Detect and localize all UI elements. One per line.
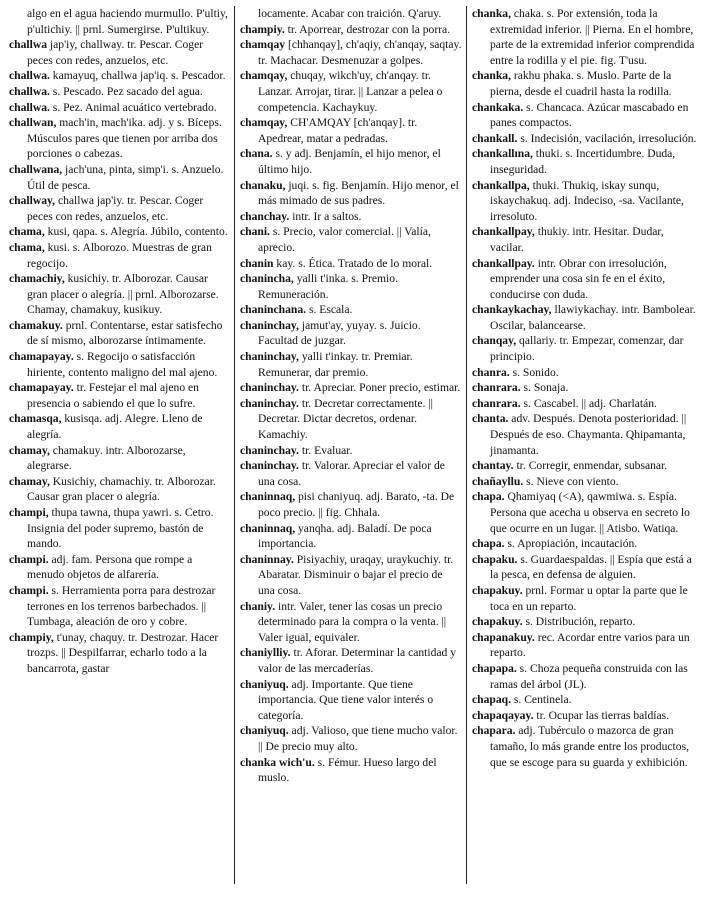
entry-definition: s. Apropiación, incautación. <box>504 537 638 551</box>
dictionary-entry <box>240 521 462 552</box>
entry-definition: jap'iy, challway. tr. Pescar. Coger peces con redes, anzuelos, etc. <box>27 38 204 67</box>
entry-headword: chaninchay. <box>240 396 299 410</box>
entry-headword: chankall. <box>472 131 518 145</box>
dictionary-entry <box>472 380 700 396</box>
entry-headword: chapanakuy. <box>472 630 535 644</box>
entry-definition: s. Nieve con viento. <box>523 474 619 488</box>
entry-headword: challwan, <box>9 116 57 130</box>
entry-headword: champi. <box>9 583 49 597</box>
entry-definition: tr. Aforar. Determinar la cantidad y valor de las mercaderías. <box>258 646 457 675</box>
entry-definition: intr. Valer, tener las cosas un precio determinado para la compra o la venta. || Valer igual, equivaler. <box>258 599 447 644</box>
entry-definition: s. Sonido. <box>509 365 559 379</box>
dictionary-entry <box>240 552 462 599</box>
dictionary-entry <box>472 256 700 303</box>
entry-definition: kusichiy. tr. Alborozar. Causar gran placer o alegría. || prnl. Alborozarse. Chamay, chamakuy, kusikuy. <box>27 272 219 317</box>
dictionary-entry <box>472 661 700 692</box>
entry-definition: rec. Acordar entre varios para un reparto. <box>490 630 690 660</box>
entry-definition: kusi. s. Alborozo. Muestras de gran regocijo. <box>27 240 212 270</box>
entry-headword: chapakuy. <box>472 583 523 597</box>
dictionary-entry <box>240 146 462 177</box>
entry-definition: qallariy. tr. Empezar, comenzar, dar principio. <box>490 334 684 364</box>
entry-headword: challwana, <box>9 162 63 176</box>
entry-definition: thukiy. intr. Hesitar. Dudar, vacilar. <box>490 225 664 254</box>
entry-headword: chankallpay. <box>472 256 535 270</box>
entry-definition: CH'AMQAY [ch'anqay]. tr. Apedrear, matar a pedradas. <box>258 116 418 145</box>
entry-headword: chamay, <box>9 474 50 488</box>
entry-definition: tr. Ocupar las tierras baldías. <box>533 708 670 722</box>
entry-definition: tr. Decretar correctamente. || Decretar. Dictar decretos, ordenar. Kamachiy. <box>258 396 433 442</box>
entry-definition: s. Precio, valor comercial. || Valía, aprecio. <box>258 225 431 254</box>
dictionary-entry <box>240 178 462 209</box>
dictionary-entry <box>472 178 700 225</box>
dictionary-entry <box>472 723 700 770</box>
dictionary-entry <box>240 22 462 38</box>
dictionary-entry <box>240 318 462 349</box>
dictionary-entry <box>9 100 231 116</box>
entry-definition: pisi chaniyuq. adj. Barato, -ta. De poco precio. || fig. Chhala. <box>258 490 455 519</box>
entry-definition: s. y adj. Benjamín, el hijo menor, el último hijo. <box>258 147 441 176</box>
entry-definition: s. Chancaca. Azúcar mascabado en panes compactos. <box>490 100 689 130</box>
entry-definition: adj. fam. Persona que rompe a menudo objetos de alfarería. <box>27 552 193 582</box>
dictionary-entry <box>240 6 462 22</box>
entry-headword: challway, <box>9 194 56 208</box>
entry-headword: chaniylliy. <box>240 646 291 660</box>
dictionary-entry <box>472 365 700 381</box>
entry-definition: adj. Valioso, que tiene mucho valor. || De precio muy alto. <box>258 724 458 753</box>
dictionary-entry <box>472 333 700 364</box>
entry-definition: s. Pez. Animal acuático vertebrado. <box>49 100 217 114</box>
entry-definition: prnl. Formar u optar la parte que le toca en un reparto. <box>490 583 688 613</box>
dictionary-entry <box>9 68 231 84</box>
entry-headword: chapa. <box>472 490 505 504</box>
entry-definition: kay. s. Ética. Tratado de lo moral. <box>273 256 433 270</box>
entry-headword: chama, <box>9 225 45 239</box>
entry-headword: chamapayay. <box>9 350 74 364</box>
entry-definition: s. Distribución, reparto. <box>522 615 636 629</box>
entry-headword: chamapayay. <box>9 381 74 395</box>
entry-definition: tr. Festejar el mal ajeno en presencia o sabiendo el que lo sufre. <box>27 381 199 410</box>
entry-headword: chapaqayay. <box>472 708 534 722</box>
entry-definition: locamente. Acabar con traición. Q'aruy. <box>258 7 442 20</box>
entry-headword: chamqay, <box>240 69 288 83</box>
dictionary-entry <box>240 68 462 115</box>
entry-definition: adj. Tubérculo o mazorca de gran tamaño, lo más grande entre los productos, que se escoge para su guarda y exhibición. <box>490 724 689 769</box>
entry-headword: champi. <box>9 552 49 566</box>
dictionary-entry <box>240 302 462 318</box>
entry-definition: adv. Después. Denota posterioridad. || Después de eso. Chaymanta. Qhipamanta, jinamanta. <box>490 412 687 457</box>
dictionary-entry <box>240 224 462 255</box>
entry-definition: s. Escala. <box>306 303 353 317</box>
entry-headword: chapa. <box>472 537 505 551</box>
dictionary-entry <box>9 6 231 37</box>
dictionary-entry <box>9 37 231 68</box>
entry-headword: chaninchana. <box>240 303 307 317</box>
dictionary-entry <box>9 630 231 677</box>
entry-headword: chapaq. <box>472 693 511 707</box>
dictionary-entry <box>472 489 700 536</box>
entry-headword: chankallpa, <box>472 178 530 192</box>
column-divider <box>466 6 467 884</box>
dictionary-entry <box>240 115 462 146</box>
entry-headword: chankallına, <box>472 147 533 161</box>
entry-definition: Kusichiy, chamachiy. tr. Alborozar. Causar gran placer o alegría. <box>27 474 216 504</box>
entry-definition: tr. Corregir, enmendar, subsanar. <box>513 459 668 473</box>
entry-headword: chanka, <box>472 69 511 83</box>
dictionary-entry <box>240 396 462 443</box>
entry-definition: jamut'ay, yuyay. s. Juicio. Facultad de juzgar. <box>258 318 421 348</box>
entry-headword: chana. <box>240 147 273 161</box>
dictionary-entry <box>9 271 231 318</box>
entry-headword: chantay. <box>472 459 514 473</box>
entry-headword: chanra. <box>472 365 510 379</box>
entry-definition: t'unay, chaquy. tr. Destrozar. Hacer trozps. || Despilfarrar, echarlo todo a la bancarrota, gastar <box>27 630 219 675</box>
entry-definition: [chhanqay], ch'aqiy, ch'anqay, saqtay. tr. Machacar. Desmenuzar a golpes. <box>258 38 462 67</box>
dictionary-entry <box>240 349 462 380</box>
dictionary-entry <box>240 755 462 786</box>
entry-definition: s. Choza pequeña construida con las ramas del árbol (JL). <box>490 661 688 691</box>
dictionary-entry <box>9 443 231 474</box>
entry-headword: chama, <box>9 240 45 254</box>
entry-headword: chankaykachay, <box>472 303 552 317</box>
entry-headword: chapapa. <box>472 661 517 675</box>
entry-definition: algo en el agua haciendo murmullo. P'ultiy, p'ultichiy. || prnl. Sumergirse. P'ultikuy. <box>27 7 228 36</box>
dictionary-entry <box>9 193 231 224</box>
entry-definition: thuki. s. Incertidumbre. Duda, inseguridad. <box>490 147 676 176</box>
dictionary-entry <box>472 6 700 68</box>
entry-headword: chamqay <box>240 38 286 52</box>
entry-headword: chanin <box>240 256 274 270</box>
dictionary-entry <box>9 84 231 100</box>
dictionary-entry <box>240 256 462 272</box>
dictionary-entry <box>9 349 231 380</box>
entry-definition: tr. Evaluar. <box>298 443 353 457</box>
entry-headword: chani. <box>240 225 270 239</box>
entry-headword: chapara. <box>472 724 516 738</box>
entry-definition: s. Pescado. Pez sacado del agua. <box>49 84 203 98</box>
entry-definition: kamayuq, challwa jap'iq. s. Pescador. <box>49 69 226 83</box>
entry-definition: intr. Obrar con irresolución, emprender una cosa sin fe en el éxito, conducirse con duda. <box>490 256 667 301</box>
entry-headword: champiy. <box>240 22 285 36</box>
entry-definition: intr. Ir a saltos. <box>289 209 362 223</box>
entry-headword: chamakuy. <box>9 318 63 332</box>
entry-definition: yanqha. adj. Baladí. De poca importancia. <box>258 521 432 551</box>
dictionary-entry <box>472 411 700 458</box>
dictionary-entry <box>9 380 231 411</box>
entry-headword: chaninchay. <box>240 459 299 473</box>
dictionary-entry <box>472 396 700 412</box>
entry-definition: s. Herramienta porra para destrozar terrones en los terrenos barbechados. || Tumbaga, aleación de oro y cobre. <box>27 583 216 629</box>
entry-headword: challwa. <box>9 100 50 114</box>
entry-definition: s. Cascabel. || adj. Charlatán. <box>520 396 657 410</box>
entry-definition: rakhu phaka. s. Muslo. Parte de la pierna, desde el cuadril hasta la rodilla. <box>490 69 672 98</box>
entry-definition: thupa tawna, thupa yawri. s. Cetro. Insignia del poder supremo, bastón de mando. <box>27 506 214 551</box>
entry-definition: chaka. s. Por extensión, toda la extremidad inferior. || Pierna. En el hombre, parte de la extremidad inferior comprendida entre la rodilla y el pie. fig. T'usu. <box>490 7 695 67</box>
entry-definition: tr. Apreciar. Poner precio, estimar. <box>298 381 461 395</box>
entry-definition: chuqay, wikch'uy, ch'anqay. tr. Lanzar. Arrojar, tirar. || Lanzar a pelea o competencia. Kachaykuy. <box>258 69 443 114</box>
entry-definition: jach'una, pinta, simp'i. s. Anzuelo. Útil de pesca. <box>27 162 224 192</box>
entry-headword: champi, <box>9 506 49 519</box>
entry-headword: chamasqa, <box>9 412 62 426</box>
entry-definition: adj. Importante. Que tiene importancia. Que tiene valor interés o categoría. <box>258 677 434 722</box>
column-divider <box>234 6 235 884</box>
entry-headword: chaninchay, <box>240 318 299 332</box>
dictionary-entry <box>472 100 700 131</box>
entry-definition: s. Sonaja. <box>520 381 569 395</box>
entry-headword: chaninnay. <box>240 552 294 566</box>
entry-headword: chanaku, <box>240 178 286 192</box>
entry-headword: chapakuy. <box>472 615 523 629</box>
entry-definition: s. Indecisión, vacilación, irresolución. <box>517 131 697 145</box>
entry-headword: chanchay. <box>240 209 290 223</box>
dictionary-entry <box>240 489 462 520</box>
dictionary-entry <box>472 692 700 708</box>
entry-headword: chankaka. <box>472 100 524 114</box>
dictionary-entry <box>9 115 231 162</box>
entry-definition: s. Regocijo o satisfacción hiriente, contento maligno del mal ajeno. <box>27 350 218 379</box>
entry-definition: juqi. s. fig. Benjamín. Hijo menor, el más mimado de sus padres. <box>258 178 459 208</box>
dictionary-entry <box>472 458 700 474</box>
entry-definition: challwa jap'iy. tr. Pescar. Coger peces con redes, anzuelos, etc. <box>27 194 204 223</box>
entry-definition: mach'in, mach'ika. adj. y s. Bíceps. Músculos pares que tienen por arriba dos porciones o cabezas. <box>27 116 222 161</box>
dictionary-entry <box>9 411 231 442</box>
entry-definition: tr. Valorar. Apreciar el valor de una cosa. <box>258 459 445 488</box>
entry-headword: chanqay, <box>472 334 517 348</box>
entry-definition: s. Centinela. <box>510 693 572 707</box>
entry-headword: chanka wich'u. <box>240 755 315 769</box>
dictionary-entry <box>472 146 700 177</box>
entry-definition: yalli t'inka. s. Premio. Remuneración. <box>258 272 398 301</box>
entry-definition: chamakuy. intr. Alborozarse, alegrarse. <box>27 443 186 473</box>
entry-headword: chamachiy, <box>9 272 65 286</box>
entry-definition: Pisiyachiy, uraqay, uraykuchiy. tr. Abaratar. Disminuir o bajar el precio de una cosa. <box>258 552 454 597</box>
dictionary-entry <box>240 458 462 489</box>
dictionary-entry <box>240 380 462 396</box>
dictionary-entry <box>240 599 462 646</box>
column-2 <box>240 6 462 786</box>
dictionary-entry <box>472 131 700 147</box>
entry-definition: tr. Aporrear, destrozar con la porra. <box>284 22 451 36</box>
entry-definition: yalli t'inkay. tr. Premiar. Remunerar, dar premio. <box>258 350 413 379</box>
entry-definition: Qhamiyaq (<A), qawmiwa. s. Espía. Persona que acecha u observa en secreto lo que ocurre en un lugar. || Atisbo. Watiqa. <box>490 490 690 535</box>
dictionary-entry <box>472 68 700 99</box>
entry-headword: chaniyuq. <box>240 677 289 691</box>
dictionary-entry <box>472 302 700 333</box>
dictionary-entry <box>9 474 231 505</box>
entry-headword: chamqay, <box>240 116 288 130</box>
entry-definition: kusi, qapa. s. Alegría. Júbilo, contento. <box>44 225 228 239</box>
entry-headword: chamay, <box>9 443 50 457</box>
dictionary-entry <box>9 224 231 240</box>
dictionary-entry <box>472 536 700 552</box>
entry-headword: chanta. <box>472 412 509 426</box>
entry-headword: champiy, <box>9 630 54 644</box>
dictionary-entry <box>472 552 700 583</box>
entry-headword: chanrara. <box>472 381 521 395</box>
dictionary-entry <box>472 474 700 490</box>
entry-definition: s. Guardaespaldas. || Espía que está a la pesca, en defensa de alguien. <box>490 552 692 582</box>
entry-headword: chaniy. <box>240 599 276 613</box>
column-1 <box>9 6 231 677</box>
dictionary-entry <box>9 162 231 193</box>
dictionary-entry <box>472 614 700 630</box>
entry-headword: chanka, <box>472 7 511 20</box>
entry-headword: challwa <box>9 38 48 52</box>
dictionary-entry <box>240 645 462 676</box>
column-3 <box>472 6 700 770</box>
dictionary-entry <box>9 552 231 583</box>
entry-definition: prnl. Contentarse, estar satisfecho de sí mismo, alborozarse íntimamente. <box>27 318 223 348</box>
dictionary-entry <box>240 723 462 754</box>
entry-headword: chaninnaq, <box>240 490 296 504</box>
entry-definition: llawiykachay. intr. Bambolear. Oscilar, balancearse. <box>490 303 696 332</box>
dictionary-entry <box>9 318 231 349</box>
entry-headword: challwa. <box>9 69 50 83</box>
dictionary-entry <box>240 209 462 225</box>
entry-definition: thuki. Thukiq, iskay sunqu, iskaychakuq. adj. Indeciso, -sa. Vacilante, irresoluto. <box>490 178 684 223</box>
dictionary-entry <box>240 677 462 724</box>
dictionary-entry <box>240 271 462 302</box>
entry-headword: chanrara. <box>472 396 521 410</box>
dictionary-entry <box>240 443 462 459</box>
entry-headword: chaniyuq. <box>240 724 289 738</box>
entry-headword: chañayllu. <box>472 474 524 488</box>
entry-definition: s. Fémur. Hueso largo del muslo. <box>258 755 437 785</box>
entry-headword: chaninnaq, <box>240 521 296 535</box>
entry-headword: chaninchay. <box>240 443 299 457</box>
entry-headword: chapaku. <box>472 552 518 566</box>
dictionary-entry <box>472 708 700 724</box>
entry-definition: kusisqa. adj. Alegre. Lleno de alegría. <box>27 412 203 442</box>
dictionary-entry <box>9 505 231 552</box>
entry-headword: challwa. <box>9 84 50 98</box>
dictionary-entry <box>240 37 462 68</box>
dictionary-entry <box>472 224 700 255</box>
dictionary-entry <box>9 583 231 630</box>
dictionary-entry <box>472 583 700 614</box>
dictionary-entry <box>9 240 231 271</box>
entry-headword: chankallpay, <box>472 225 535 239</box>
entry-headword: chaninchay, <box>240 350 299 364</box>
entry-headword: chanincha, <box>240 272 294 286</box>
entry-headword: chaninchay. <box>240 381 299 395</box>
dictionary-entry <box>472 630 700 661</box>
